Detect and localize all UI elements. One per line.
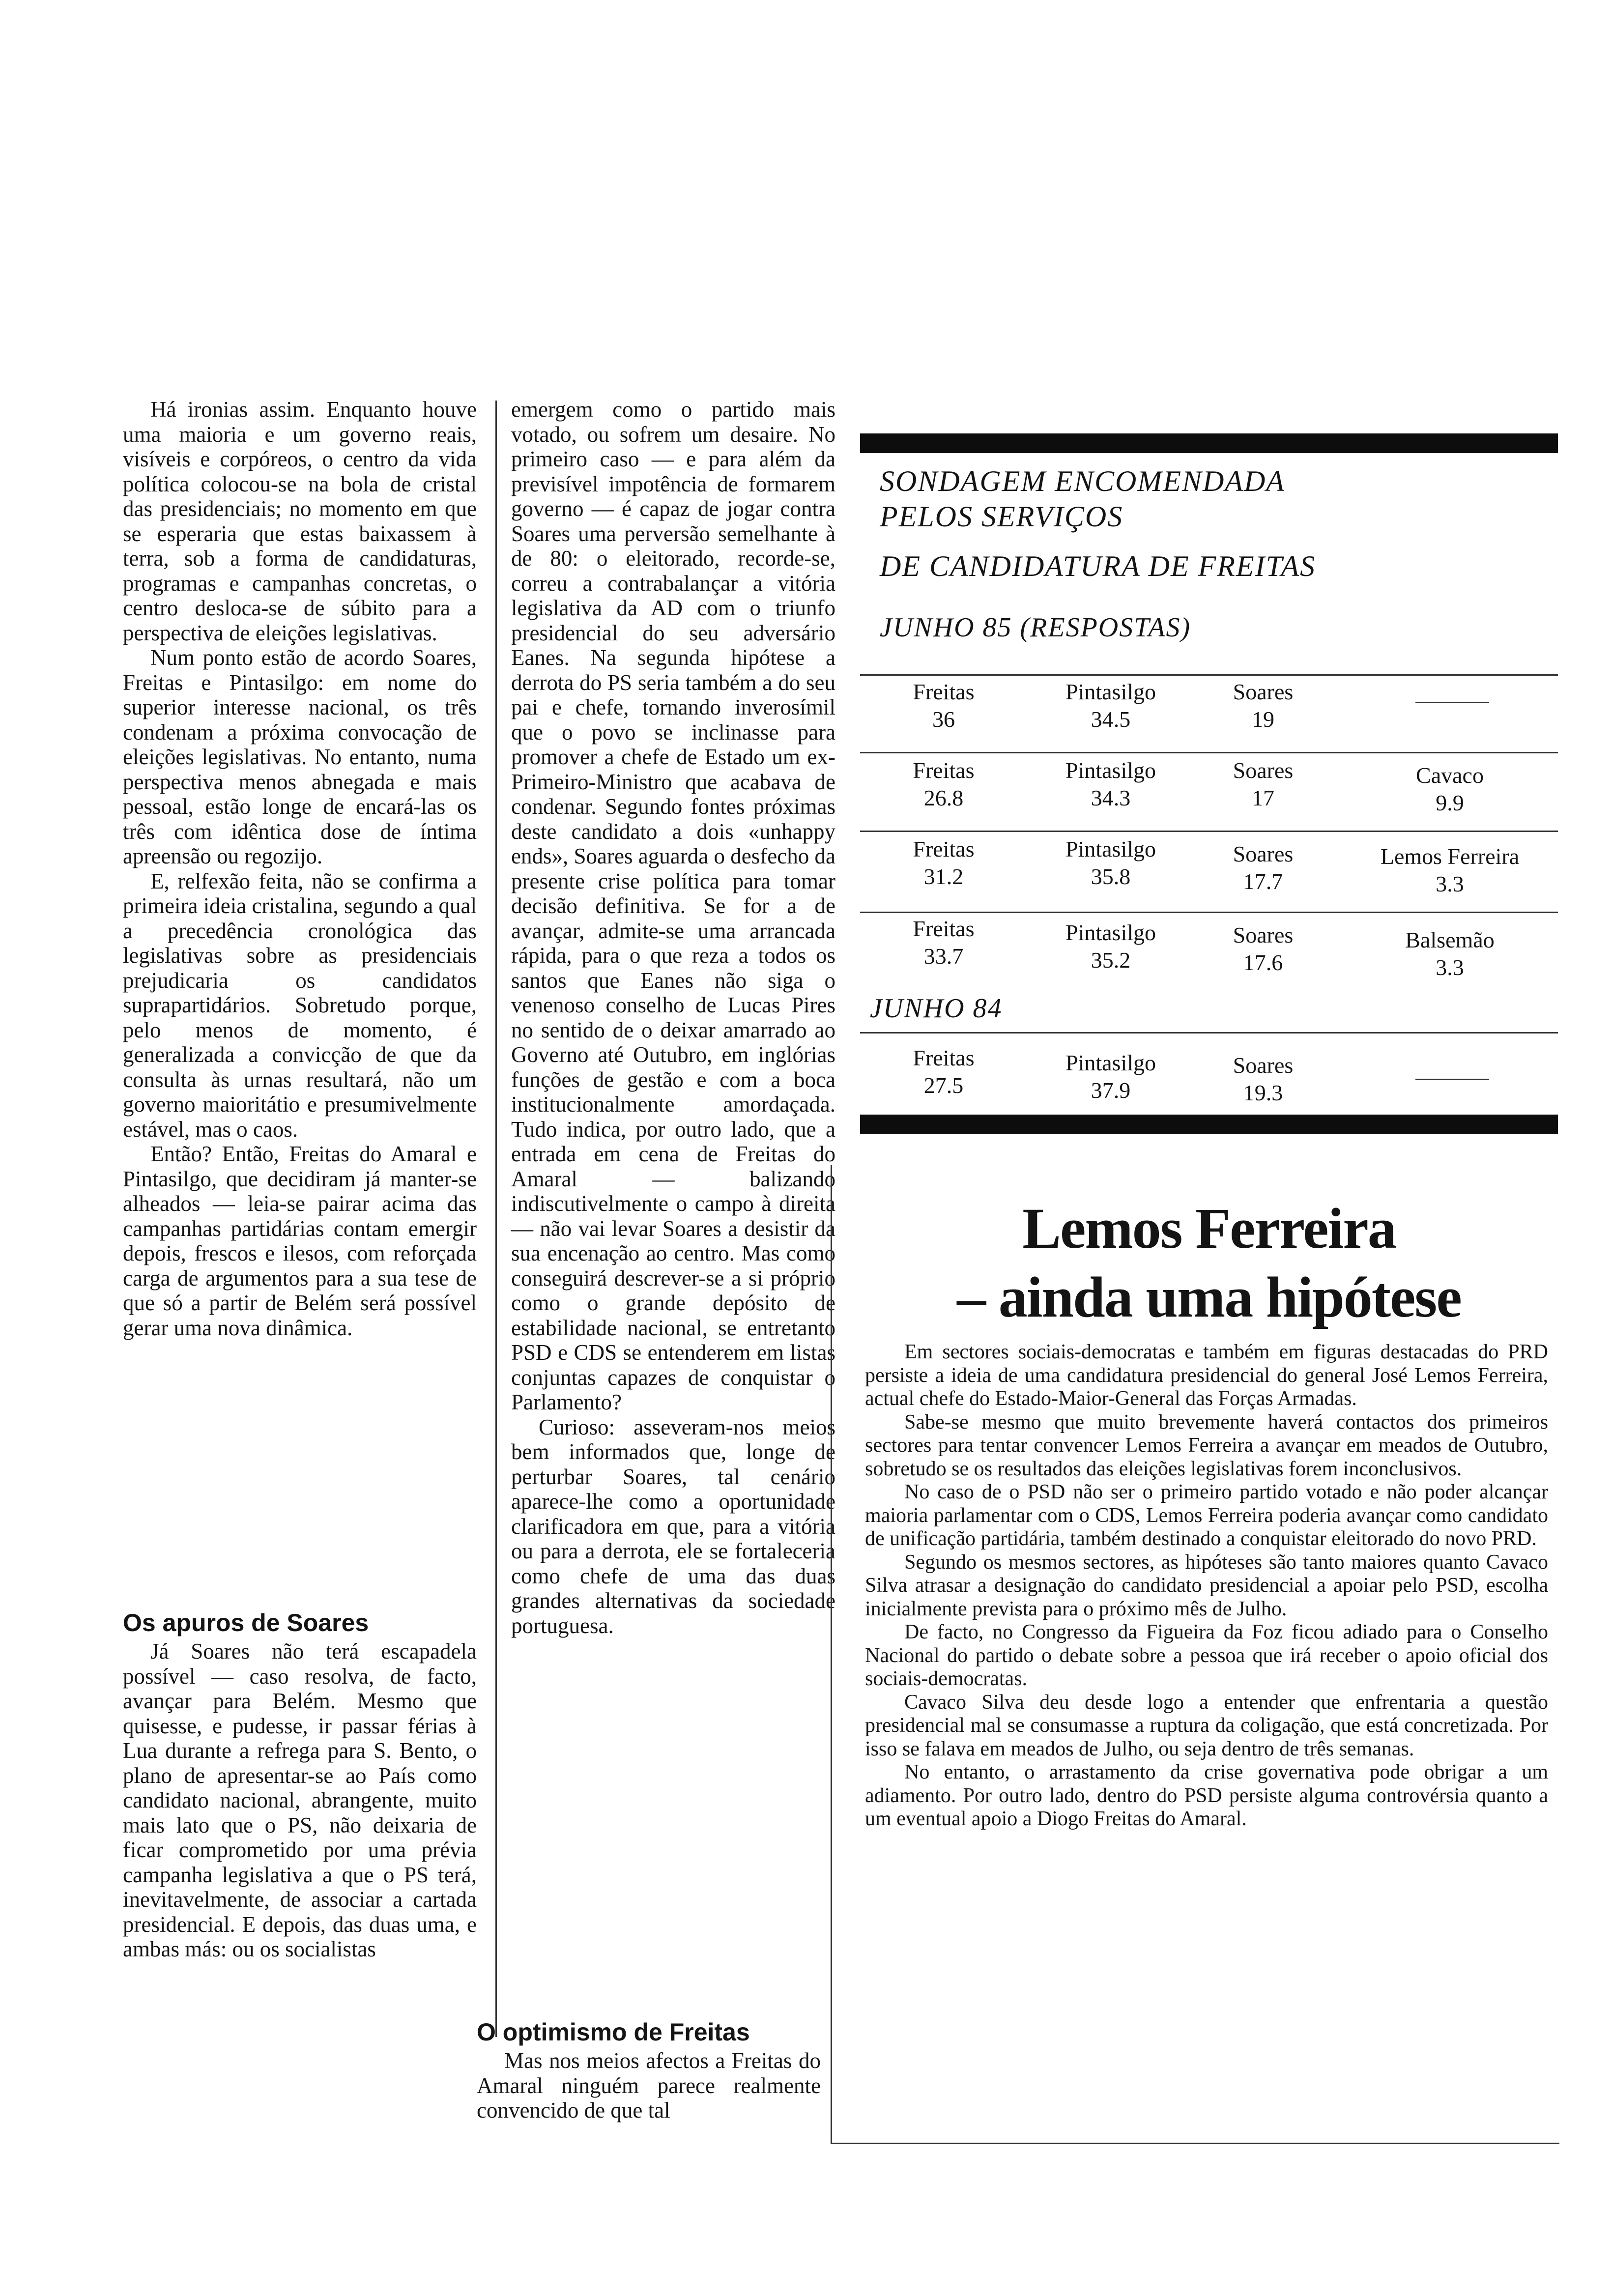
survey-cell: Soares 17 — [1233, 758, 1294, 810]
article-body — [865, 1341, 1548, 1831]
survey-cell: Pintasilgo 35.2 — [1065, 920, 1156, 973]
headline-line-1: Lemos Ferreira — [1022, 1196, 1396, 1261]
survey-cell: Pintasilgo 35.8 — [1065, 836, 1156, 889]
survey-cell: Freitas 33.7 — [913, 916, 975, 969]
paragraph: Mas nos meios afectos a Freitas do Amaral ninguém parece realmente convencido de que tal — [477, 2048, 821, 2123]
survey-title-line-1: SONDAGEM ENCOMENDADA — [880, 465, 1285, 497]
paragraph: Segundo os mesmos sectores, as hipóteses são tanto maiores quanto Cavaco Silva atrasar a designação do candidato presidencial a apoiar pelo PSD, escolha inicialmente prevista para o próximo mês de Julho. — [865, 1550, 1548, 1620]
survey-cell: Pintasilgo 37.9 — [1065, 1050, 1156, 1103]
paragraph: Há ironias assim. Enquanto houve uma maioria e um governo reais, visíveis e corpóreos, o centro da vida política colocou-se na bola de cristal das presidenciais; no momento em que se esperaria que estas baixassem à terra, sob a forma de candidaturas, programas e campanhas concretas, o centro desloca-se de súbito para a perspectiva de eleições legislativas. — [123, 397, 477, 645]
survey-cell: Soares 19.3 — [1233, 1053, 1294, 1105]
subheading-freitas: O optimismo de Freitas — [477, 2018, 750, 2046]
paragraph: Num ponto estão de acordo Soares, Freitas e Pintasilgo: em nome do superior interesse nacional, os três condenam a próxima convocação de eleições legislativas. No entanto, numa perspectiva menos abnegada e mais pessoal, estão longe de encará-las os três com idêntica dose de íntima apreensão ou regozijo. — [123, 645, 477, 868]
paragraph: Sabe-se mesmo que muito brevemente haverá contactos dos primeiros sectores para tentar convencer Lemos Ferreira a avançar em meados de Outubro, sobretudo se os resultados das eleições legislativas forem inconclusivos. — [865, 1410, 1548, 1480]
survey-row-divider — [860, 912, 1558, 913]
headline-line-2: – ainda uma hipótese — [957, 1265, 1461, 1329]
paragraph: Já Soares não terá escapadela possível — caso resolva, de facto, avançar para Belém. Mesmo que quisesse, e pudesse, ir passar férias à Lua durante a refrega para S. Bento, o plano de apresentar-se ao País como candidato nacional, abrangente, muito mais lato que o PS, não deixaria de ficar comprometido por uma prévia campanha legislativa a que o PS terá, inevitavelmente, de associar a cartada presidencial. E depois, das duas uma, e ambas más: ou os socialistas — [123, 1639, 477, 1961]
subheading-soares: Os apuros de Soares — [123, 1609, 369, 1636]
survey-title-line-3: DE CANDIDATURA DE FREITAS — [880, 550, 1316, 582]
survey-cell: Freitas 26.8 — [913, 758, 975, 810]
survey-cell: Lemos Ferreira 3.3 — [1380, 844, 1520, 896]
article-column-2 — [511, 397, 835, 1638]
paragraph: No entanto, o arrastamento da crise governativa pode obrigar a um adiamento. Por outro lado, dentro do PSD persiste alguma controvérsia quanto a um eventual apoio a Diogo Freitas do Amaral. — [865, 1761, 1548, 1830]
survey-cell: Pintasilgo 34.5 — [1065, 679, 1156, 732]
survey-row-divider — [860, 1032, 1558, 1033]
paragraph: Então? Então, Freitas do Amaral e Pintasilgo, que decidiram já manter-se alheados — leia-se pairar acima das campanhas partidárias contam emergir depois, frescos e ilesos, com reforçada carga de argumentos para a sua tese de que só a partir de Belém será possível gerar uma nova dinâmica. — [123, 1142, 477, 1340]
empty-cell-dash — [1415, 702, 1489, 703]
column-divider — [495, 401, 497, 2037]
survey-cell: Soares 17.6 — [1233, 922, 1294, 975]
survey-bottom-bar — [860, 1115, 1558, 1134]
survey-section-june-84: JUNHO 84 — [870, 993, 1003, 1024]
survey-cell: Freitas 31.2 — [913, 836, 975, 889]
paragraph: Em sectores sociais-democratas e também em figuras destacadas do PRD persiste a ideia de uma candidatura presidencial do general José Lemos Ferreira, actual chefe do Estado-Maior-General das Forças Armadas. — [865, 1341, 1548, 1410]
survey-row-divider — [860, 752, 1558, 753]
paragraph: No caso de o PSD não ser o primeiro partido votado e não poder alcançar maioria parlamentar com o CDS, Lemos Ferreira poderia avançar como candidato de unificação partidária, também destinado a conquistar eleitorado do novo PRD. — [865, 1481, 1548, 1550]
paragraph: De facto, no Congresso da Figueira da Foz ficou adiado para o Conselho Nacional do partido o debate sobre a pessoa que irá receber o apoio oficial dos sociais-democratas. — [865, 1621, 1548, 1690]
survey-cell: Pintasilgo 34.3 — [1065, 758, 1156, 810]
paragraph: Cavaco Silva deu desde logo a entender que enfrentaria a questão presidencial mal se consumasse a ruptura da coligação, que está concretizada. Por isso se falava em meados de Julho, ou seja dentro de três semanas. — [865, 1691, 1548, 1760]
paragraph: Curioso: asseveram-nos meios bem informados que, longe de perturbar Soares, tal cenário aparece-lhe como a oportunidade clarificadora em que, para a vitória ou para a derrota, ele se fortaleceria como chefe de uma das duas grandes alternativas da sociedade portuguesa. — [511, 1414, 835, 1638]
survey-cell: Freitas 27.5 — [913, 1045, 975, 1098]
survey-cell: Freitas 36 — [913, 679, 975, 732]
survey-top-bar — [860, 433, 1558, 453]
survey-row-divider — [860, 831, 1558, 832]
headline — [860, 1194, 1558, 1332]
survey-cell: Soares 17.7 — [1233, 841, 1294, 894]
survey-cell: Balsemão 3.3 — [1405, 927, 1495, 980]
survey-cell: Cavaco 9.9 — [1416, 763, 1484, 815]
article-column-2-continued — [477, 2048, 821, 2123]
survey-section-june-85: JUNHO 85 (RESPOSTAS) — [880, 612, 1191, 643]
empty-cell-dash — [1415, 1079, 1489, 1080]
paragraph: E, relfexão feita, não se confirma a primeira ideia cristalina, segundo a qual a precedência cronológica das legislativas sobre as presidenciais prejudicaria os candidatos suprapartidários. Sobretudo porque, pelo menos de momento, é generalizada a convicção de que da consulta às urnas resultará, não um governo maioritátio e presumivelmente estável, mas o caos. — [123, 868, 477, 1142]
survey-cell: Soares 19 — [1233, 679, 1294, 732]
article-column-1 — [123, 397, 477, 1340]
survey-row-divider — [860, 674, 1558, 676]
paragraph: emergem como o partido mais votado, ou sofrem um desaire. No primeiro caso — e para além da previsível impotência de formarem governo — é capaz de jogar contra Soares uma perversão semelhante à de 80: o eleitorado, recorde-se, correu a contrabalançar a vitória legislativa da AD com o triunfo presidencial do seu adversário Eanes. Na segunda hipótese a derrota do PS seria também a do seu pai e chefe, tornando inverosímil que o povo se inclinasse para promover a chefe de Estado um ex-Primeiro-Ministro que acabava de condenar. Segundo fontes próximas deste candidato a dois «unhappy ends», Soares aguarda o desfecho da presente crise política para tomar decisão definitiva. Se for a de avançar, admite-se uma arrancada rápida, para o que reza a todos os santos que Eanes não siga o venenoso conselho de Lucas Pires no sentido de o deixar amarrado ao Governo até Outubro, em inglórias funções de gestão e com a boca institucionalmente amordaçada. Tudo indica, por outro lado, que a entrada em cena de Freitas do Amaral — balizando indiscutivelmente o campo à direita — não vai levar Soares a desistir da sua encenação ao centro. Mas como conseguirá descrever-se a si próprio como o grande depósito de estabilidade nacional, se entretanto PSD e CDS se entenderem em listas conjuntas capazes de conquistar o Parlamento? — [511, 397, 835, 1414]
survey-title-line-2: PELOS SERVIÇOS — [880, 500, 1123, 533]
article-column-1-continued — [123, 1639, 477, 1962]
